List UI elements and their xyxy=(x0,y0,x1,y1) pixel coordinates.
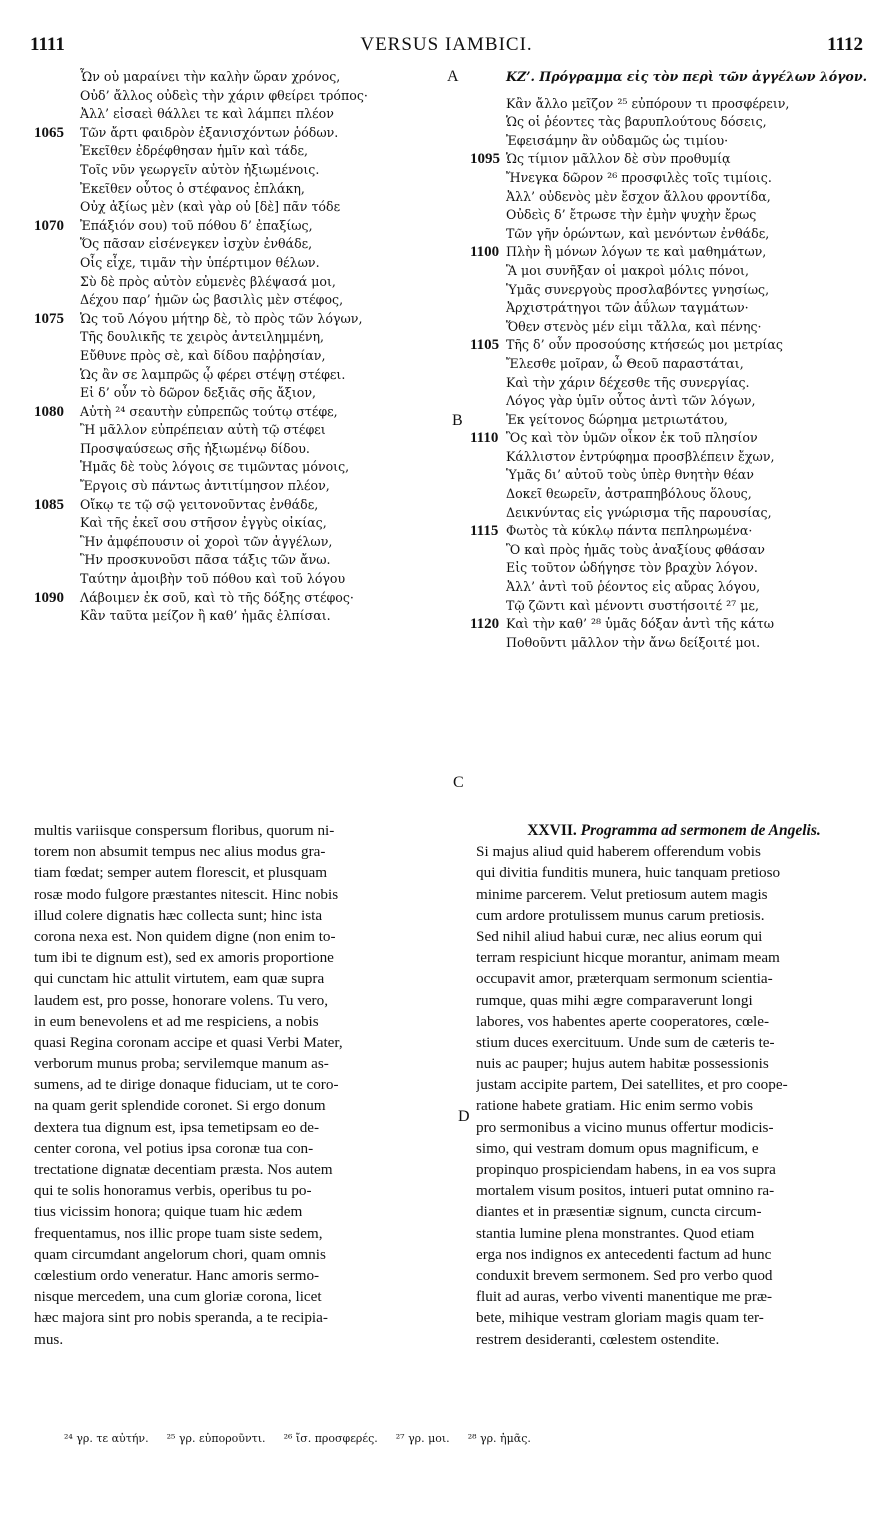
verse-text: Ὑμᾶς δι’ αὐτοῦ τοὺς ὑπὲρ θνητὴν θέαν xyxy=(506,467,754,483)
verse-text: Ἐπάξιόν σου) τοῦ πόθου δ’ ἐπαξίως, xyxy=(80,217,313,233)
verse-line xyxy=(34,235,436,254)
verse-line xyxy=(34,514,436,533)
verse-line xyxy=(470,206,870,225)
verse-text: Τῶν ἄρτι φαιδρὸν ἐξανισχόντων ῥόδων. xyxy=(80,124,339,140)
footnotes xyxy=(64,1432,864,1445)
footnote: ²⁸ γρ. ἡμᾶς. xyxy=(467,1432,531,1445)
footnote: ²⁶ ἴσ. προσφερές. xyxy=(283,1432,378,1445)
greek-verse-column-left xyxy=(34,68,436,626)
latin-line: tum ibi te dignum est), sed ex amoris proportione xyxy=(34,949,334,967)
verse-text: Ἐκεῖθεν οὗτος ὁ στέφανος ἐπλάκη, xyxy=(80,180,305,196)
footnote: ²⁴ γρ. τε αὐτήν. xyxy=(64,1432,149,1445)
verse-text: Προσψαύσεως σῆς ἠξιωμένῳ δίδου. xyxy=(80,440,310,456)
latin-line: bete, mihique vestram gloriam magis quam ter- xyxy=(476,1309,764,1327)
margin-letter-c: C xyxy=(453,774,464,791)
latin-line: ratione habete gratiam. Hic enim sermo vobis xyxy=(476,1097,754,1115)
verse-line xyxy=(470,68,870,87)
verse-text: Ἡμᾶς δὲ τοὺς λόγοις σε τιμῶντας μόνοις, xyxy=(80,459,350,475)
verse-line xyxy=(34,142,436,161)
verse-text: Κάλλιστον ἐντρύφημα προσβλέπειν ἔχων, xyxy=(506,448,775,464)
verse-text: Λόγος γὰρ ὑμῖν οὗτος ἀντὶ τῶν λόγων, xyxy=(506,393,756,409)
line-number: 1090 xyxy=(34,589,64,606)
verse-text: Τοῖς νῦν γεωργεῖν αὐτὸν ἠξιωμένοις. xyxy=(80,161,320,177)
verse-line xyxy=(34,496,436,515)
latin-line: justam accipite partem, Dei satellites, et pro coope- xyxy=(476,1076,788,1094)
margin-letter-a: A xyxy=(447,68,459,85)
verse-text: Οὐδ’ ἄλλος οὐδεὶς τὴν χάριν φθείρει τρόπος· xyxy=(80,87,368,103)
latin-line: tiam fœdat; semper autem florescit, et plusquam xyxy=(34,864,328,882)
verse-line xyxy=(34,533,436,552)
latin-line: quam circumdant angelorum chori, quam omnis xyxy=(34,1245,326,1263)
latin-line: rosæ modo fulgore præstantes nitescit. Hinc nobis xyxy=(34,885,339,903)
verse-line xyxy=(470,374,870,393)
verse-text: Κἂν ταῦτα μείζον ἢ καθ’ ἡμᾶς ἐλπίσαι. xyxy=(80,608,331,624)
verse-line xyxy=(470,392,870,411)
verse-text: Εἰ δ’ οὖν τὸ δῶρον δεξιᾶς σῆς ἄξιον, xyxy=(80,385,317,401)
verse-text: Αὐτὴ ²⁴ σεαυτὴν εὐπρεπῶς τούτῳ στέφε, xyxy=(80,403,338,419)
verse-line xyxy=(470,281,870,300)
latin-line: diantes et in præsentiæ signum, cuncta circum- xyxy=(476,1203,762,1221)
latin-line: conduxit brevem sermonem. Sed pro verbo quod xyxy=(476,1266,773,1284)
verse-line xyxy=(470,578,870,597)
latin-line: propinquo prospiciendam habens, in ea vos supra xyxy=(476,1161,776,1178)
verse-text: Ὅθεν στενὸς μέν εἰμι τἄλλα, καὶ πένης· xyxy=(506,318,762,334)
latin-line: Si majus aliud quid haberem offerendum vobis xyxy=(476,843,761,861)
latin-line: sumens, ad te dirige donaque fiduciam, ut te coro- xyxy=(34,1076,339,1094)
latin-line: simo, qui vestram domum opus magnificum, e xyxy=(476,1139,759,1157)
latin-line: qui te solis honoramus verbis, operibus tu po- xyxy=(34,1182,312,1200)
latin-line: trectatione dignatæ decentiam præsta. Nos autem xyxy=(34,1161,333,1178)
verse-line xyxy=(34,87,436,106)
verse-line xyxy=(470,262,870,281)
latin-line: pro sermonibus a vicino munus offertur modicis- xyxy=(476,1118,774,1136)
verse-line xyxy=(470,225,870,244)
verse-text: Εὔθυνε πρὸς σὲ, καὶ δίδου παῤῥησίαν, xyxy=(80,347,326,363)
verse-line xyxy=(34,310,436,329)
verse-text: Ἔργοις σὺ πάντως ἀντιτίμησον πλέον, xyxy=(80,478,330,494)
latin-line: illud colere dignatis hæc collecta sunt; hinc ista xyxy=(34,906,323,924)
page-number-left: 1111 xyxy=(30,34,65,55)
verse-line xyxy=(34,291,436,310)
latin-line: tius vicissim honora; quique tuam hic ædem xyxy=(34,1203,303,1221)
verse-line xyxy=(34,328,436,347)
latin-line: dextera tua dignum est, ipsa temetipsam eo de- xyxy=(34,1118,320,1136)
page-number-right: 1112 xyxy=(827,34,863,55)
verse-line xyxy=(470,559,870,578)
margin-letter-d: D xyxy=(458,1108,470,1125)
verse-text: Ὧν οὐ μαραίνει τὴν καλὴν ὥραν χρόνος, xyxy=(80,69,341,84)
greek-verse-column-right xyxy=(470,68,870,652)
verse-line xyxy=(34,440,436,459)
verse-text: Ταύτην ἀμοιβὴν τοῦ πόθου καὶ τοῦ λόγου xyxy=(80,571,346,587)
verse-text: Ποθοῦντι μᾶλλον τὴν ἄνω δείξοιτέ μοι. xyxy=(506,634,761,650)
verse-text: Οὐχ ἀξίως μὲν (καὶ γὰρ οὐ [δὲ] πᾶν τόδε xyxy=(80,199,341,215)
latin-line: stium duces exercituum. Unde sum de cæteris te- xyxy=(476,1033,775,1051)
verse-text: Ἐφεισάμην ἂν οὐδαμῶς ὡς τιμίου· xyxy=(506,132,729,148)
footnote: ²⁵ γρ. εὐποροῦντι. xyxy=(166,1432,266,1445)
verse-line xyxy=(470,113,870,132)
verse-text: Ὡς τοῦ Λόγου μήτηρ δὲ, τὸ πρὸς τῶν λόγων, xyxy=(80,310,363,326)
verse-text: Ἀλλ’ ἀντὶ τοῦ ῥέοντος εἰς αὔρας λόγου, xyxy=(506,579,761,595)
verse-line xyxy=(34,477,436,496)
verse-text: Ὃ καὶ πρὸς ἡμᾶς τοὺς ἀναξίους φθάσαν xyxy=(506,541,765,557)
verse-line xyxy=(34,366,436,385)
verse-line xyxy=(34,589,436,608)
verse-line xyxy=(470,448,870,467)
margin-letter-b: B xyxy=(452,412,463,429)
verse-text: Ἀλλ’ εἰσαεὶ θάλλει τε καὶ λάμπει πλέον xyxy=(80,106,334,122)
page-header xyxy=(30,34,863,58)
latin-line: qui cunctam hic attulit virtutem, eam quæ supra xyxy=(34,970,325,988)
verse-line xyxy=(470,597,870,616)
line-number: 1105 xyxy=(470,337,500,354)
verse-text: ΚΖ’. Πρόγραμμα εἰς τὸν περὶ τῶν ἀγγέλων λόγον. xyxy=(506,69,867,84)
verse-line xyxy=(470,132,870,151)
latin-line: corona nexa est. Non quidem digne (non enim to- xyxy=(34,927,336,945)
verse-text: Ἀλλ’ οὐδενὸς μὲν ἔσχον ἄλλου φροντίδα, xyxy=(506,188,771,204)
verse-text: Ὡς τίμιον μᾶλλον δὲ σὺν προθυμίᾳ xyxy=(506,151,731,167)
verse-line xyxy=(34,124,436,143)
section-title xyxy=(476,820,872,841)
line-number: 1110 xyxy=(470,430,499,447)
latin-line: in eum benevolens et ad me respiciens, a nobis xyxy=(34,1012,319,1030)
latin-body-right xyxy=(476,841,872,1350)
latin-translation-left xyxy=(34,820,450,1350)
verse-line xyxy=(470,541,870,560)
verse-text: Δοκεῖ θεωρεῖν, ἀστραπηβόλους ὅλους, xyxy=(506,486,752,502)
line-number: 1070 xyxy=(34,217,64,234)
verse-text: Ἀρχιστράτηγοι τῶν ἀΰλων ταγμάτων· xyxy=(506,300,749,316)
running-title: VERSUS IAMBICI. xyxy=(360,34,533,55)
verse-line xyxy=(470,169,870,188)
verse-text: Ὡς οἱ ῥέοντες τὰς βαρυπλούτους δόσεις, xyxy=(506,114,767,130)
verse-text: Καὶ τὴν χάριν δέχεσθε τῆς συνεργίας. xyxy=(506,374,750,390)
verse-line xyxy=(470,466,870,485)
verse-text: Οἷς εἶχε, τιμᾶν τὴν ὑπέρτιμον θέλων. xyxy=(80,254,320,270)
line-number: 1085 xyxy=(34,496,64,513)
verse-text: Οὐδεὶς δ’ ἔτρωσε τὴν ἐμὴν ψυχὴν ἔρως xyxy=(506,207,757,223)
verse-line xyxy=(34,180,436,199)
verse-line xyxy=(34,254,436,273)
verse-text: Ἐκεῖθεν ἐδρέφθησαν ἡμῖν καὶ τάδε, xyxy=(80,143,309,159)
latin-line: center corona, vel potius ipsa coronæ tua con- xyxy=(34,1139,314,1157)
latin-line: terram respiciunt hicque morantur, animam meam xyxy=(476,949,780,967)
latin-line: Sed nihil aliud habui curæ, nec alius eorum qui xyxy=(476,927,763,945)
line-number: 1075 xyxy=(34,310,64,327)
verse-text: Πλὴν ἢ μόνων λόγων τε καὶ μαθημάτων, xyxy=(506,244,767,260)
section-number: XXVII. xyxy=(527,822,577,839)
verse-line xyxy=(470,411,870,430)
verse-line xyxy=(470,429,870,448)
verse-line xyxy=(470,355,870,374)
verse-text: Τῷ ζῶντι καὶ μένοντι συστήσοιτέ ²⁷ με, xyxy=(506,597,759,613)
verse-line xyxy=(470,299,870,318)
verse-line xyxy=(34,105,436,124)
line-number: 1120 xyxy=(470,616,500,633)
latin-line: erga nos indignos ex antecedenti factum ad hunc xyxy=(476,1245,772,1263)
verse-text: Ὑμᾶς συνεργοὺς προσλαβόντες γνησίως, xyxy=(506,281,770,297)
verse-line xyxy=(470,485,870,504)
verse-text: Καὶ τὴν καθ’ ²⁸ ὑμᾶς δόξαν ἀντὶ τῆς κάτω xyxy=(506,616,775,632)
verse-line xyxy=(34,273,436,292)
verse-line xyxy=(34,68,436,87)
section-title-text: Programma ad sermonem de Angelis. xyxy=(580,822,821,839)
latin-line: nuis ac pauper; hujus autem habitæ possessionis xyxy=(476,1055,769,1073)
latin-line: fluit ad auras, verbo viventi manentique me præ- xyxy=(476,1288,773,1306)
line-number: 1095 xyxy=(470,151,500,168)
verse-line xyxy=(470,522,870,541)
verse-line xyxy=(470,336,870,355)
latin-line: minime parcerem. Velut pretiosum autem magis xyxy=(476,885,768,903)
latin-line: occupavit amor, præterquam sermonum scientia- xyxy=(476,970,773,988)
verse-text: Ἣν προσκυνοῦσι πᾶσα τάξις τῶν ἄνω. xyxy=(80,552,331,568)
latin-line: cum ardore protulissem munus carum pretiosis. xyxy=(476,906,765,924)
verse-line xyxy=(34,347,436,366)
latin-line: frequentamus, nos illic prope tuam siste sedem, xyxy=(34,1224,323,1242)
verse-line xyxy=(34,421,436,440)
latin-line: labores, vos habentes aperte cooperatores, cœle- xyxy=(476,1012,770,1030)
verse-line xyxy=(470,188,870,207)
verse-text: Ὅς πᾶσαν εἰσένεγκεν ἰσχὺν ἐνθάδε, xyxy=(80,236,313,252)
latin-translation-right xyxy=(476,820,872,1350)
latin-line: multis variisque conspersum floribus, quorum ni- xyxy=(34,822,335,839)
verse-line xyxy=(34,384,436,403)
latin-line: stantia lumine plena monstrantes. Quod etiam xyxy=(476,1224,755,1242)
verse-line xyxy=(470,504,870,523)
latin-line: na quam gerit splendide coronet. Si ergo donum xyxy=(34,1097,326,1115)
line-number: 1115 xyxy=(470,523,499,540)
verse-text: Κἂν ἄλλο μεῖζον ²⁵ εὐπόρουν τι προσφέρειν, xyxy=(506,95,790,111)
verse-line xyxy=(34,217,436,236)
latin-line: quasi Regina coronam accipe et quasi Verbi Mater, xyxy=(34,1033,343,1051)
verse-text: Ἃ μοι συνῆξαν οἱ μακροὶ μόλις πόνοι, xyxy=(506,262,749,278)
verse-line xyxy=(470,95,870,114)
latin-line: qui divitia funditis munera, huic tanquam pretioso xyxy=(476,864,781,882)
verse-line xyxy=(34,458,436,477)
latin-line: verborum munus proba; servilemque manum as- xyxy=(34,1055,329,1073)
verse-text: Ἐκ γείτονος δώρημα μετριωτάτου, xyxy=(506,411,728,427)
line-number: 1080 xyxy=(34,403,64,420)
verse-line xyxy=(470,615,870,634)
verse-text: Οἴκῳ τε τῷ σῷ γειτονοῦντας ἐνθάδε, xyxy=(80,496,319,512)
latin-line: laudem est, pro posse, honorare volens. Tu vero, xyxy=(34,991,329,1009)
verse-line xyxy=(34,198,436,217)
latin-line: restrem desideranti, cœlestem ostendite. xyxy=(476,1330,720,1348)
verse-text: Δεικνύντας εἰς γνώρισμα τῆς παρουσίας, xyxy=(506,504,772,520)
latin-line: torem non absumit tempus nec alius modus gra- xyxy=(34,843,326,861)
verse-text: Τῶν γῆν ὁρώντων, καὶ μενόντων ἐνθάδε, xyxy=(506,225,770,241)
verse-text: Ἤνεγκα δῶρον ²⁶ προσφιλὲς τοῖς τιμίοις. xyxy=(506,169,772,185)
verse-line xyxy=(34,570,436,589)
verse-text: Ἢ μᾶλλον εὐπρέπειαν αὐτὴ τῷ στέφει xyxy=(80,422,326,438)
verse-text: Ὃς καὶ τὸν ὑμῶν οἶκον ἐκ τοῦ πλησίον xyxy=(506,430,758,446)
verse-text: Σὺ δὲ πρὸς αὐτὸν εὐμενὲς βλέψασά μοι, xyxy=(80,273,336,289)
verse-text: Φωτὸς τὰ κύκλῳ πάντα πεπληρωμένα· xyxy=(506,523,753,539)
verse-text: Ἔλεσθε μοῖραν, ὦ Θεοῦ παραστάται, xyxy=(506,355,744,371)
footnote: ²⁷ γρ. μοι. xyxy=(395,1432,450,1445)
line-number: 1100 xyxy=(470,244,500,261)
verse-line xyxy=(470,150,870,169)
latin-line: mortalem visum positos, intueri putat omnino ra- xyxy=(476,1182,775,1200)
verse-text: Καὶ τῆς ἐκεῖ σου στῆσον ἐγγὺς οἰκίας, xyxy=(80,515,327,531)
latin-line: rumque, quas mihi ægre comparaverunt longi xyxy=(476,991,753,1009)
latin-line: cœlestium ordo veneratur. Hanc amoris sermo- xyxy=(34,1266,320,1284)
verse-text: Ἣν ἀμφέπουσιν οἱ χοροὶ τῶν ἀγγέλων, xyxy=(80,533,333,549)
verse-line xyxy=(34,551,436,570)
latin-line: nisque mercedem, una cum gloriæ corona, licet xyxy=(34,1288,322,1306)
verse-line xyxy=(34,403,436,422)
verse-text: Ὡς ἂν σε λαμπρῶς ᾧ φέρει στέψῃ στέφει. xyxy=(80,366,346,382)
verse-text: Εἰς τοῦτον ὡδήγησε τὸν βραχὺν λόγον. xyxy=(506,560,758,576)
verse-text: Δέχου παρ’ ἡμῶν ὡς βασιλὶς μὲν στέφος, xyxy=(80,292,344,308)
verse-line xyxy=(470,318,870,337)
verse-line xyxy=(470,243,870,262)
verse-text: Λάβοιμεν ἐκ σοῦ, καὶ τὸ τῆς δόξης στέφος· xyxy=(80,589,354,605)
latin-line: hæc majora sint pro nobis speranda, a te recipia- xyxy=(34,1309,328,1327)
verse-line xyxy=(470,634,870,653)
verse-text: Τῆς δουλικῆς τε χειρὸς ἀντειλημμένη, xyxy=(80,329,325,345)
verse-line xyxy=(34,161,436,180)
line-number: 1065 xyxy=(34,124,64,141)
verse-line xyxy=(34,607,436,626)
verse-text: Τῆς δ’ οὖν προσούσης κτήσεώς μοι μετρίας xyxy=(506,337,783,353)
latin-line: mus. xyxy=(34,1330,64,1348)
